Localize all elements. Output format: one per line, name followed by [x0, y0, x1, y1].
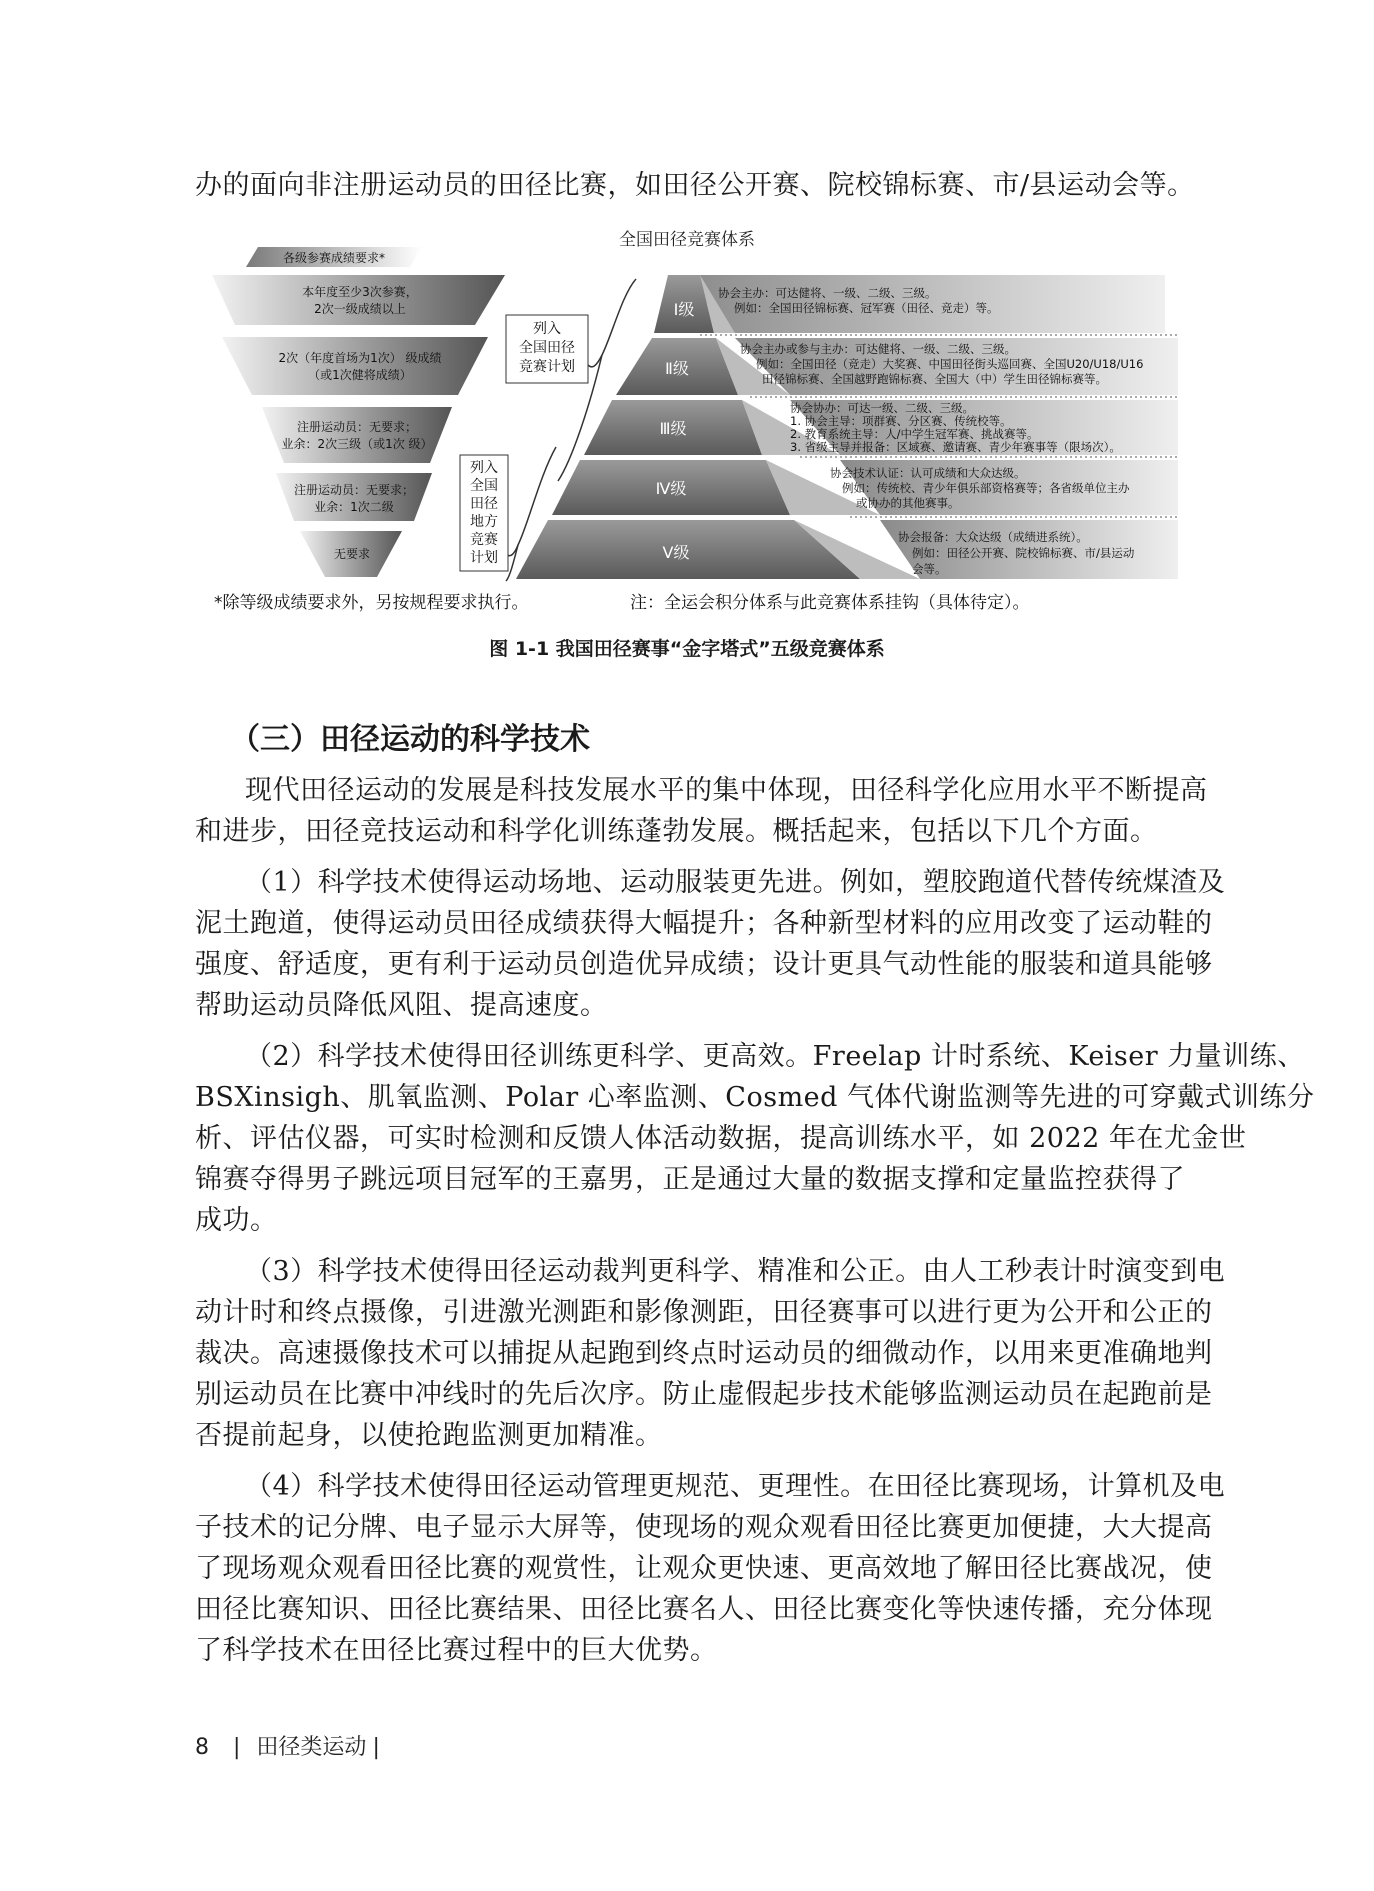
paragraph-5-line-4: 田径比赛知识、田径比赛结果、田径比赛名人、田径比赛变化等快速传播，充分体现: [195, 1594, 1213, 1625]
intro-line: 办的面向非注册运动员的田径比赛，如田径公开赛、院校锦标赛、市/县运动会等。: [195, 170, 1195, 201]
bracket-local-line-1: 列入: [470, 460, 498, 476]
page-number: 8: [195, 1735, 209, 1760]
level-3-note-1: 协会协办：可达一级、二级、三级。: [790, 401, 974, 415]
paragraph-3-line-2: BSXinsigh、肌氧监测、Polar 心率监测、Cosmed 气体代谢监测等先进的可穿戴式训练分: [195, 1082, 1315, 1113]
level-5-note-3: 会等。: [912, 562, 947, 576]
left-tier-4-line-1: 注册运动员：无要求；: [293, 483, 415, 497]
book-title: 田径类运动: [256, 1735, 367, 1760]
left-tier-1-line-1: 本年度至少3次参赛，: [302, 285, 418, 299]
paragraph-4-line-1: （3）科学技术使得田径运动裁判更科学、精准和公正。由人工秒表计时演变到电: [245, 1256, 1226, 1287]
section-heading: （三）田径运动的科学技术: [230, 722, 590, 757]
left-tier-4-line-2: 业余：1次二级: [314, 500, 394, 514]
bracket-local-line-3: 田径: [470, 496, 498, 512]
paragraph-5-line-1: （4）科学技术使得田径运动管理更规范、更理性。在田径比赛现场，计算机及电: [245, 1471, 1226, 1502]
paragraph-1-line-1: 现代田径运动的发展是科技发展水平的集中体现，田径科学化应用水平不断提高: [245, 775, 1208, 806]
left-tier-2-line-2: （或1次健将成绩）: [308, 368, 412, 382]
paragraph-4-line-4: 别运动员在比赛中冲线时的先后次序。防止虚假起步技术能够监测运动员在起跑前是: [195, 1379, 1213, 1410]
bracket-local-line-6: 计划: [470, 550, 498, 566]
paragraph-2-line-4: 帮助运动员降低风阻、提高速度。: [195, 990, 608, 1021]
left-tier-1-line-2: 2次一级成绩以上: [314, 302, 406, 316]
figure-svg: [0, 215, 1374, 625]
bracket-local-line-2: 全国: [470, 478, 498, 494]
bracket-local-line-4: 地方: [470, 514, 498, 530]
page-footer: [195, 1730, 380, 1761]
level-3-note-4: 3. 省级主导并报备：区域赛、邀请赛、青少年赛事等（限场次）。: [790, 440, 1121, 454]
paragraph-3-line-1: （2）科学技术使得田径训练更科学、更高效。Freelap 计时系统、Keiser 力量训练、: [245, 1041, 1305, 1072]
figure-title: 全国田径竞赛体系: [619, 230, 755, 250]
footer-separator-right: |: [372, 1735, 380, 1760]
pyramid-level-4-label: Ⅳ级: [655, 479, 687, 498]
level-5-note-2: 例如：田径公开赛、院校锦标赛、市/县运动: [912, 546, 1135, 560]
level-3-note-2: 1. 协会主导：项群赛、分区赛、传统校等。: [790, 414, 1012, 428]
paragraph-1-line-2: 和进步，田径竞技运动和科学化训练蓬勃发展。概括起来，包括以下几个方面。: [195, 816, 1158, 847]
footer-separator-left: |: [233, 1735, 241, 1760]
paragraph-5-line-5: 了科学技术在田径比赛过程中的巨大优势。: [195, 1635, 718, 1666]
paragraph-4-line-5: 否提前起身，以使抢跑监测更加精准。: [195, 1420, 663, 1451]
level-4-note-1: 协会技术认证：认可成绩和大众达级。: [830, 466, 1026, 480]
left-tier-3-line-1: 注册运动员：无要求；: [296, 420, 418, 434]
left-tier-3: [262, 407, 452, 463]
level-2-note-2: 例如：全国田径（竞走）大奖赛、中国田径街头巡回赛、全国U20/U18/U16: [756, 357, 1144, 371]
left-tier-1: [212, 275, 505, 325]
left-tier-5-line-1: 无要求: [333, 547, 371, 561]
bracket-national-line-2: 全国田径: [519, 340, 575, 356]
paragraph-5-line-2: 子技术的记分牌、电子显示大屏等，使现场的观众观看田径比赛更加便捷，大大提高: [195, 1512, 1213, 1543]
pyramid-level-5-label: Ⅴ级: [662, 543, 690, 562]
level-1-note-2: 例如：全国田径锦标赛、冠军赛（田径、竞走）等。: [734, 301, 999, 315]
level-2-note-1: 协会主办或参与主办：可达健将、一级、二级、三级。: [740, 342, 1016, 356]
left-tier-3-line-2: 业余：2次三级（或1次 级）: [281, 437, 433, 451]
paragraph-3-line-3: 析、评估仪器，可实时检测和反馈人体活动数据，提高训练水平，如 2022 年在尤金世: [195, 1123, 1247, 1154]
paragraph-4-line-3: 裁决。高速摄像技术可以捕捉从起跑到终点时运动员的细微动作，以用来更准确地判: [195, 1338, 1213, 1369]
paragraph-4-line-2: 动计时和终点摄像，引进激光测距和影像测距，田径赛事可以进行更为公开和公正的: [195, 1297, 1213, 1328]
left-header-text: 各级参赛成绩要求*: [282, 251, 386, 265]
figure-footnote-right: 注：全运会积分体系与此竞赛体系挂钩（具体待定）。: [630, 593, 1030, 613]
figure-footnote-left: *除等级成绩要求外，另按规程要求执行。: [214, 593, 529, 613]
bracket-national-brace: [588, 279, 636, 367]
level-1-note-1: 协会主办：可达健将、一级、二级、三级。: [718, 286, 937, 300]
pyramid-level-1-label: Ⅰ级: [673, 300, 695, 319]
level-4-note-3: 或协办的其他赛事。: [856, 496, 960, 510]
bracket-national-line-3: 竞赛计划: [519, 359, 575, 375]
bracket-local-line-5: 竞赛: [470, 532, 498, 548]
pyramid-level-2-label: Ⅱ级: [665, 359, 689, 378]
figure-pyramid: [0, 215, 1374, 625]
left-tier-2-line-1: 2次（年度首场为1次） 级成绩: [278, 351, 442, 365]
bracket-national-line-1: 列入: [533, 321, 561, 337]
paragraph-2-line-3: 强度、舒适度，更有利于运动员创造优异成绩；设计更具气动性能的服装和道具能够: [195, 949, 1213, 980]
level-2-note-3: 田径锦标赛、全国越野跑锦标赛、全国大（中）学生田径锦标赛等。: [762, 372, 1107, 386]
pyramid-level-3-label: Ⅲ级: [659, 419, 687, 438]
paragraph-3-line-4: 锦赛夺得男子跳远项目冠军的王嘉男，正是通过大量的数据支撑和定量监控获得了: [195, 1164, 1185, 1195]
level-5-note-1: 协会报备：大众达级（成绩进系统）。: [898, 530, 1088, 544]
left-tier-2: [222, 337, 488, 395]
level-4-note-2: 例如：传统校、青少年俱乐部资格赛等；各省级单位主办: [842, 481, 1130, 495]
paragraph-3-line-5: 成功。: [195, 1205, 278, 1236]
level-3-note-3: 2. 教育系统主导：人/中学生冠军赛、挑战赛等。: [790, 427, 1039, 441]
paragraph-2-line-1: （1）科学技术使得运动场地、运动服装更先进。例如，塑胶跑道代替传统煤渣及: [245, 867, 1226, 898]
figure-caption: 图 1-1 我国田径赛事“金字塔式”五级竞赛体系: [489, 638, 885, 660]
paragraph-5-line-3: 了现场观众观看田径比赛的观赏性，让观众更快速、更高效地了解田径比赛战况，使: [195, 1553, 1213, 1584]
paragraph-2-line-2: 泥土跑道，使得运动员田径成绩获得大幅提升；各种新型材料的应用改变了运动鞋的: [195, 908, 1213, 939]
